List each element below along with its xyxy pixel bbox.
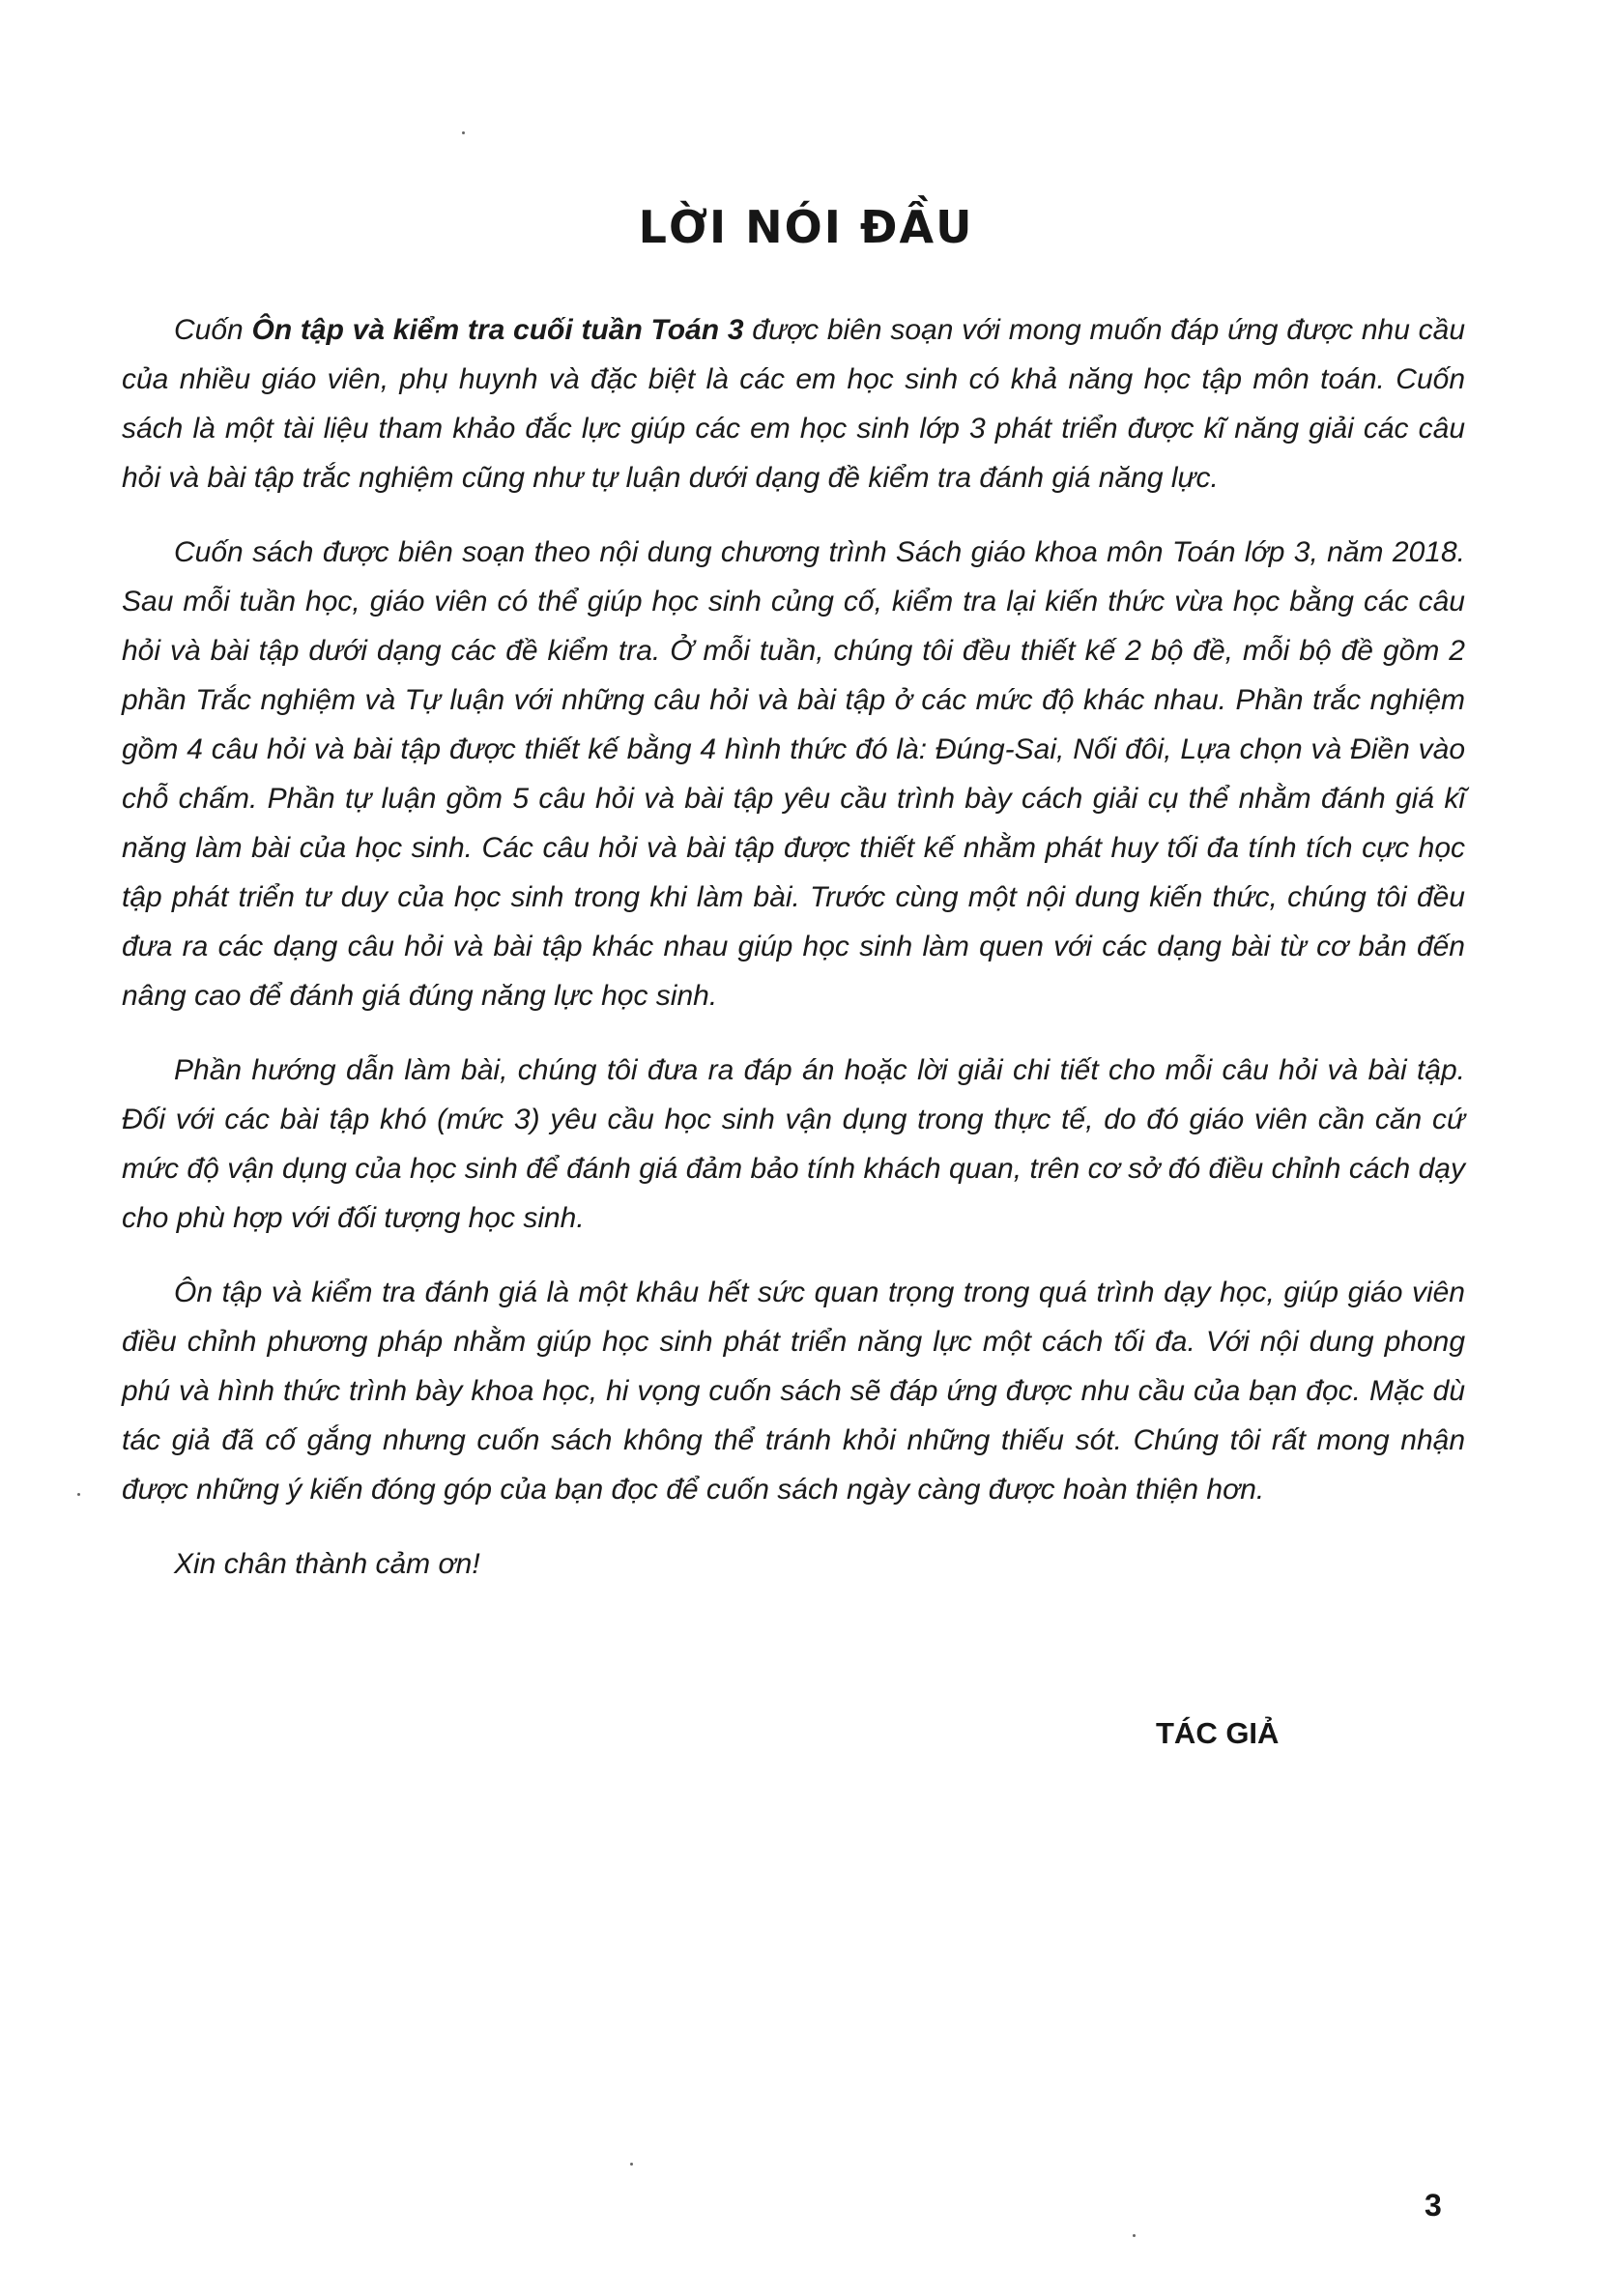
paragraph-3: Phần hướng dẫn làm bài, chúng tôi đưa ra đáp án hoặc lời giải chi tiết cho mỗi câu hỏi và bài tập. Đối với các bài tập khó (mức 3) yêu cầu học sinh vận dụng trong thực tế, do đó giáo viên cần căn cứ mức độ vận dụng của học sinh để đánh giá đảm bảo tính khách quan, trên cơ sở đó điều chỉnh cách dạy cho phù hợp với đối tượng học sinh. [122,1054,1465,1234]
paragraph-1-intro: Cuốn [174,314,252,346]
scan-speck [630,2163,633,2166]
paragraph-1 [122,305,1465,502]
scan-speck [1133,2234,1136,2237]
page-number: 3 [1425,2188,1442,2223]
book-name: Ôn tập và kiểm tra cuối tuần Toán 3 [251,314,744,346]
closing-line: Xin chân thành cảm ơn! [174,1548,480,1580]
paragraph-2: Cuốn sách được biên soạn theo nội dung chương trình Sách giáo khoa môn Toán lớp 3, năm 2018. Sau mỗi tuần học, giáo viên có thể giúp học sinh củng cố, kiểm tra lại kiến thức vừa học bằng các câu hỏi và bài tập dưới dạng các đề kiểm tra. Ở mỗi tuần, chúng tôi đều thiết kế 2 bộ đề, mỗi bộ đề gồm 2 phần Trắc nghiệm và Tự luận với những câu hỏi và bài tập ở các mức độ khác nhau. Phần trắc nghiệm gồm 4 câu hỏi và bài tập được thiết kế bằng 4 hình thức đó là: Đúng-Sai, Nối đôi, Lựa chọn và Điền vào chỗ chấm. Phần tự luận gồm 5 câu hỏi và bài tập yêu cầu trình bày cách giải cụ thể nhằm đánh giá kĩ năng làm bài của học sinh. Các câu hỏi và bài tập được thiết kế nhằm phát huy tối đa tính tích cực học tập phát triển tư duy của học sinh trong khi làm bài. Trước cùng một nội dung kiến thức, chúng tôi đều đưa ra các dạng câu hỏi và bài tập khác nhau giúp học sinh làm quen với các dạng bài từ cơ bản đến nâng cao để đánh giá đúng năng lực học sinh. [122,536,1465,1012]
author-signature: TÁC GIẢ [1156,1716,1280,1750]
page-title: LỜI NÓI ĐẦU [638,201,974,253]
document-body [122,305,1465,1606]
scan-speck [462,131,465,134]
paragraph-4: Ôn tập và kiểm tra đánh giá là một khâu hết sức quan trọng trong quá trình dạy học, giúp giáo viên điều chỉnh phương pháp nhằm giúp học sinh phát triển năng lực một cách tối đa. Với nội dung phong phú và hình thức trình bày khoa học, hi vọng cuốn sách sẽ đáp ứng được nhu cầu của bạn đọc. Mặc dù tác giả đã cố gắng nhưng cuốn sách không thể tránh khỏi những thiếu sót. Chúng tôi rất mong nhận được những ý kiến đóng góp của bạn đọc để cuốn sách ngày càng được hoàn thiện hơn. [122,1277,1465,1506]
paragraph-1-rest: được biên soạn với mong muốn đáp ứng được nhu cầu của nhiều giáo viên, phụ huynh và đặc biệt là các em học sinh có khả năng học tập môn toán. Cuốn sách là một tài liệu tham khảo đắc lực giúp các em học sinh lớp 3 phát triển được kĩ năng giải các câu hỏi và bài tập trắc nghiệm cũng như tự luận dưới dạng đề kiểm tra đánh giá năng lực. [122,314,1466,494]
scan-speck [77,1493,80,1496]
